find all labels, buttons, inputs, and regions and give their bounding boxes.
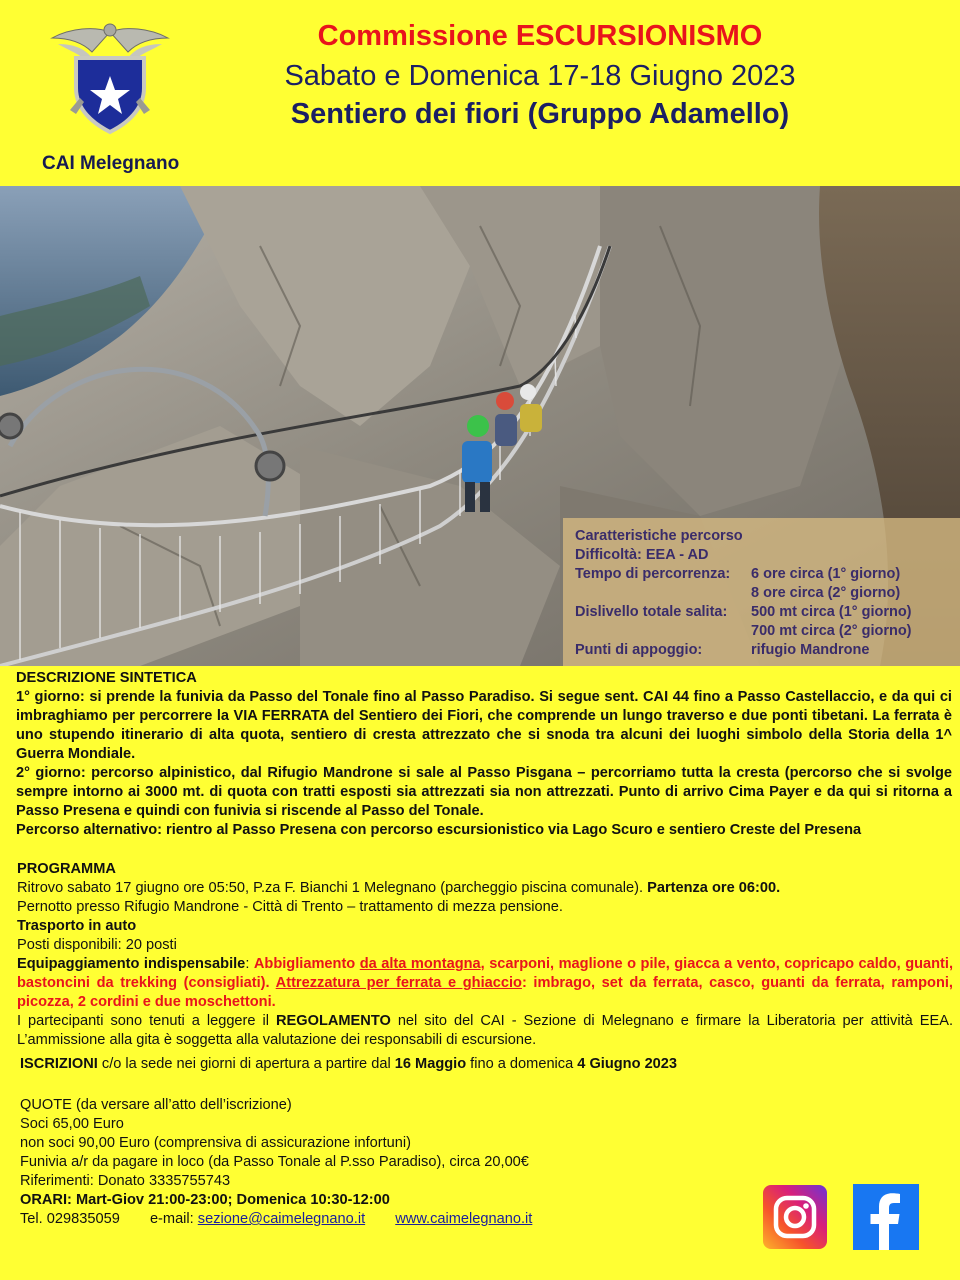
phone-text: Tel. 029835059	[20, 1211, 120, 1227]
info-key: Difficoltà: EEA - AD	[575, 547, 709, 563]
description-heading: DESCRIZIONE SINTETICA	[16, 670, 197, 686]
equip-text-d: Attrezzatura per ferrata e ghiaccio	[275, 975, 522, 991]
email-link[interactable]: sezione@caimelegnano.it	[197, 1211, 366, 1227]
info-key	[575, 584, 751, 603]
iscrizioni-line	[20, 1056, 677, 1072]
quote-riferimenti: Riferimenti: Donato 3335755743	[20, 1173, 231, 1189]
info-key: Tempo di percorrenza:	[575, 566, 731, 582]
reg-text-c: nel sito del CAI - Sezione di Melegnano e firmare la Liberatoria per attività EEA. L’ammissione alla gita è soggetta alla valutazione dei responsabili di escursione.	[17, 1013, 953, 1048]
description-day1: 1° giorno: si prende la funivia da Passo del Tonale fino al Passo Paradiso. Si segue sent. CAI 44 fino a Passo Castellaccio, e da qui ci imbraghiamo per percorrere la VIA FERRATA del Sentiero dei Fiori, che comprende un lungo traverso e due ponti tibetani. La ferrata è uno stupendo itinerario di alta quota, sentiero di cresta attrezzato che si snoda tra alcuni dei luoghi simbolo della Storia della 1^ Guerra Mondiale.	[16, 689, 952, 762]
programma-heading: PROGRAMMA	[17, 861, 116, 877]
contacts-line	[20, 1211, 532, 1227]
info-value: 700 mt circa (2° giorno)	[751, 623, 912, 639]
quote-funivia: Funivia a/r da pagare in loco (da Passo Tonale al P.sso Paradiso), circa 20,00€	[20, 1154, 529, 1170]
partenza-text: Partenza ore 06:00.	[647, 880, 781, 896]
info-value: rifugio Mandrone	[751, 642, 870, 658]
email-label: e-mail:	[149, 1211, 198, 1227]
info-value: 8 ore circa (2° giorno)	[751, 585, 901, 601]
info-row	[575, 622, 960, 641]
regolamento-paragraph	[17, 1012, 953, 1050]
info-row	[575, 603, 960, 622]
equipaggiamento-paragraph	[17, 955, 953, 1012]
website-link[interactable]: www.caimelegnano.it	[395, 1211, 533, 1227]
reg-text-a: I partecipanti sono tenuti a leggere il	[17, 1013, 276, 1029]
quote-soci: Soci 65,00 Euro	[20, 1116, 124, 1132]
trasporto-line: Trasporto in auto	[17, 918, 137, 934]
org-name: CAI Melegnano	[42, 153, 180, 174]
quote-heading: QUOTE (da versare all’atto dell’iscrizione)	[20, 1097, 292, 1113]
description-alternative: Percorso alternativo: rientro al Passo Presena con percorso escursionistico via Lago Scuro e sentiero Creste del Presena	[16, 822, 862, 838]
ritrovo-line	[17, 879, 953, 898]
iscr-e: 4 Giugno 2023	[577, 1056, 678, 1072]
equip-colon: :	[245, 956, 254, 972]
equip-text-e: : imbrago, set da ferrata, casco, guanti da ferrata, ramponi, picozza, 2 cordini e due moschettoni.	[17, 975, 953, 1010]
info-key	[575, 622, 751, 641]
info-key: Dislivello totale salita:	[575, 604, 728, 620]
programma-section	[17, 860, 953, 1050]
iscr-a: ISCRIZIONI	[20, 1056, 98, 1072]
posti-line: Posti disponibili: 20 posti	[17, 937, 177, 953]
route-info-box	[563, 518, 960, 666]
reg-text-b: REGOLAMENTO	[275, 1013, 391, 1029]
quote-section	[20, 1096, 529, 1210]
info-key: Punti di appoggio:	[575, 642, 703, 658]
info-row	[575, 641, 960, 660]
equip-label: Equipaggiamento indispensabile	[17, 956, 246, 972]
equip-text-a: Abbigliamento	[253, 956, 360, 972]
event-dates: Sabato e Domenica 17-18 Giugno 2023	[284, 60, 796, 92]
iscr-d: fino a domenica	[466, 1056, 578, 1072]
equip-text-c: , scarponi, maglione o pile, giacca a vento, copricapo caldo, guanti, bastoncini da trekking (consigliati).	[17, 956, 954, 991]
info-row	[575, 565, 960, 584]
orari-line: ORARI: Mart-Giov 21:00-23:00; Domenica 10:30-12:00	[20, 1192, 390, 1208]
iscr-c: 16 Maggio	[394, 1056, 467, 1072]
description-section	[16, 669, 952, 840]
facebook-icon[interactable]	[853, 1184, 919, 1250]
info-value: 6 ore circa (1° giorno)	[751, 566, 901, 582]
commission-title: Commissione ESCURSIONISMO	[317, 20, 763, 52]
instagram-icon[interactable]	[762, 1184, 828, 1250]
description-day2: 2° giorno: percorso alpinistico, dal Rifugio Mandrone si sale al Passo Pisgana – percorriamo tutta la cresta (percorso che si svolge sempre intorno ai 3000 mt. di quota con tratti esposti sia attrezzati sia non attrezzati. Punto di arrivo Cima Payer e da qui si ritorna a Passo Presena e quindi con funivia si riscende al Passo del Tonale.	[16, 765, 952, 819]
info-row	[575, 584, 960, 603]
ritrovo-text: Ritrovo sabato 17 giugno ore 05:50, P.za F. Bianchi 1 Melegnano (parcheggio piscina comunale).	[17, 880, 648, 896]
info-row	[575, 546, 960, 565]
quote-non-soci: non soci 90,00 Euro (comprensiva di assicurazione infortuni)	[20, 1135, 411, 1151]
pernotto-line: Pernotto presso Rifugio Mandrone - Città di Trento – trattamento di mezza pensione.	[17, 899, 563, 915]
info-value: 500 mt circa (1° giorno)	[751, 604, 912, 620]
cai-logo	[50, 22, 170, 138]
info-title: Caratteristiche percorso	[575, 528, 743, 544]
route-title: Sentiero dei fiori (Gruppo Adamello)	[290, 98, 790, 130]
equip-text-b: da alta montagna	[359, 956, 481, 972]
iscr-b: c/o la sede nei giorni di apertura a partire dal	[97, 1056, 395, 1072]
